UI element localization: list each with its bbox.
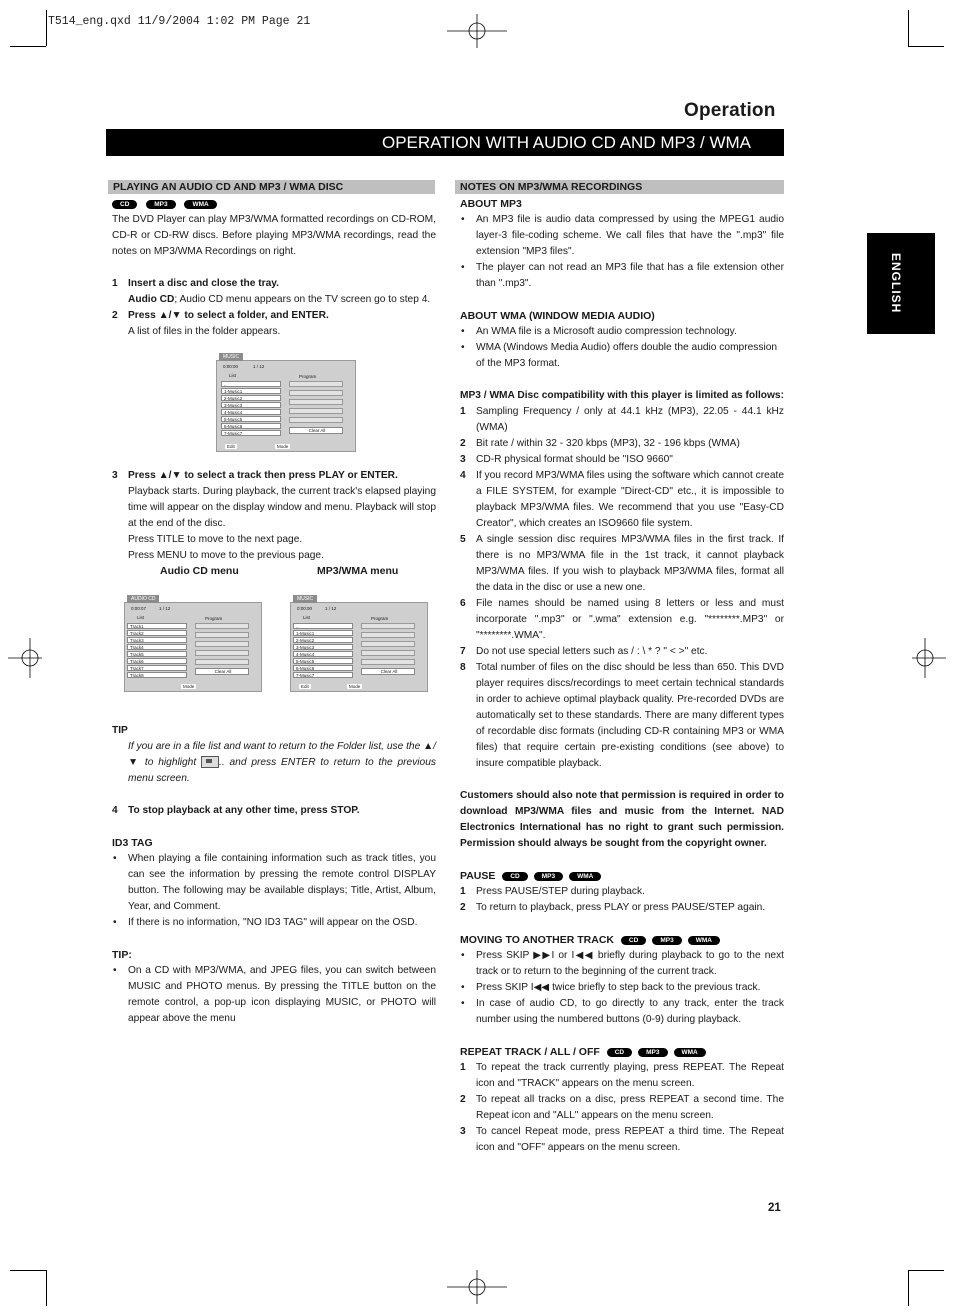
step-title: To stop playback at any other time, press STOP. [128, 805, 360, 816]
item-number: 2 [460, 1094, 466, 1105]
screen-footer-edit: Edit [227, 444, 235, 449]
item-text: A single session disc requires MP3/WMA files in the first track. If there is no MP3/WMA file in the 1st track, it cannot playback MP3/WMA files. If you wish to playback MP3/WMA files, format all the data in the disc or use a new one. [476, 534, 784, 593]
screen-program-row [289, 417, 343, 423]
item-text: Sampling Frequency / only at 44.1 kHz (MP3), 22.05 - 44.1 kHz (WMA) [476, 406, 784, 433]
item-text: To return to playback, press PLAY or press PAUSE/STEP again. [476, 902, 766, 913]
compat-item [460, 468, 784, 532]
screen-program-row [195, 659, 249, 665]
step-title: Insert a disc and close the tray. [128, 278, 279, 289]
about-wma-bullet: • WMA (Windows Media Audio) offers double the audio compression of the MP3 format. [460, 340, 784, 372]
section-title-notes: NOTES ON MP3/WMA RECORDINGS [455, 180, 784, 194]
item-number: 5 [460, 534, 466, 545]
wma-badge: WMA [184, 200, 216, 209]
screen-file-row: 6-Music6 [221, 423, 281, 429]
english-side-tab-label: ENGLISH [889, 253, 903, 314]
cd-badge: CD [621, 936, 646, 945]
screen-program-row [289, 381, 343, 387]
screen-file-row: 3-Music3 [293, 644, 353, 650]
english-side-tab [867, 233, 935, 334]
screen-time: 0:00:07 [131, 606, 147, 611]
screen-track-row: Track2 [127, 630, 187, 636]
pause-title: PAUSE [460, 870, 496, 882]
left-column [112, 198, 436, 340]
step-2 [112, 308, 436, 340]
compat-item [460, 436, 784, 452]
item-number: 1 [460, 886, 466, 897]
wma-badge: WMA [674, 1048, 706, 1057]
pause-item [460, 900, 784, 916]
left-column-step3 [112, 468, 436, 564]
screen-tab-label: AUDIO CD [127, 595, 159, 603]
about-wma-title: ABOUT WMA (WINDOW MEDIA AUDIO) [460, 310, 655, 322]
moving-bullet: • Press SKIP I◀◀ twice briefly to step back to the previous track. [460, 980, 784, 996]
step-title: Press ▲/▼ to select a folder, and ENTER. [128, 310, 329, 321]
mp3-badge: MP3 [638, 1048, 667, 1057]
id3-bullet: • When playing a file containing information such as track titles, you can see the information by pressing the remote control DISPLAY button. The following may be available displays; Title, Artist, Album, Year, and Comment. [112, 851, 436, 915]
crop-mark [10, 46, 46, 47]
screen-program-row [289, 408, 343, 414]
tip-title: TIP [112, 725, 128, 736]
repeat-item [460, 1060, 784, 1092]
compat-item [460, 404, 784, 436]
tip-text: If you are in a file list and want to return to the Folder list, use the ▲/▼ to highlight .. and press ENTER to return to the previous menu screen. [128, 741, 436, 784]
screen-file-row: 2-Music2 [221, 395, 281, 401]
mp3-wma-menu-label: MP3/WMA menu [317, 565, 399, 577]
screen-track-row: Track1 [127, 623, 187, 629]
banner-title [106, 129, 784, 179]
step-3 [112, 468, 436, 564]
step-text [128, 292, 436, 308]
moving-bullet: • Press SKIP ▶▶I or I◀◀ briefly during playback to go to the next track or to return to the beginning of the current track. [460, 948, 784, 980]
screen-list-header: List [229, 373, 237, 378]
screen-program-row [361, 650, 415, 656]
screen-footer-mode: Mode [183, 684, 195, 689]
about-wma-bullet: • An WMA file is a Microsoft audio compression technology. [460, 324, 784, 340]
page-number: 21 [768, 1202, 781, 1214]
item-number: 1 [460, 406, 466, 417]
screen-tab-label: MUSIC [293, 595, 317, 603]
screen-file-row: 3-Music3 [221, 402, 281, 408]
screen-program-header: Program [299, 374, 317, 379]
screen-tab-label: MUSIC [219, 353, 243, 361]
step-1 [112, 276, 436, 308]
compat-item [460, 596, 784, 644]
right-column [460, 196, 784, 1156]
repeat-title: REPEAT TRACK / ALL / OFF [460, 1046, 600, 1058]
step-text: Press TITLE to move to the next page. [128, 534, 303, 545]
screen-file-row: 7-Music7 [221, 430, 281, 436]
screen-track-row: Track3 [127, 637, 187, 643]
audio-cd-menu-label: Audio CD menu [160, 565, 239, 577]
screen-track-row: Track5 [127, 651, 187, 657]
screen-program-header: Program [205, 616, 223, 621]
screen-count: 1 / 12 [253, 364, 265, 369]
screen-list-header: List [137, 615, 145, 620]
screen-folder-row: .. [293, 623, 353, 629]
section-title-playing: PLAYING AN AUDIO CD AND MP3 / WMA DISC [108, 180, 435, 194]
step-text: Playback starts. During playback, the current track's elapsed playing time will appear on the display window and menu. Playback will stop at the end of the disc. [128, 486, 436, 529]
compat-title: MP3 / WMA Disc compatibility with this player is limited as follows: [460, 390, 784, 401]
screen-program-row [195, 641, 249, 647]
mp3-badge: MP3 [146, 200, 175, 209]
mp3-wma-menu-screen [290, 596, 428, 692]
mp3-badge: MP3 [652, 936, 681, 945]
item-text: Do not use special letters such as / : \ * ? " < >" etc. [476, 646, 708, 657]
screen-file-row: 5-Music5 [221, 416, 281, 422]
step-4 [112, 803, 436, 819]
item-text: To repeat the track currently playing, press REPEAT. The Repeat icon and "TRACK" appears on the menu screen. [476, 1062, 784, 1089]
screen-file-row: 5-Music5 [293, 658, 353, 664]
about-mp3-bullet: • The player can not read an MP3 file that has a file extension other than ".mp3". [460, 260, 784, 292]
moving-title: MOVING TO ANOTHER TRACK [460, 934, 614, 946]
registration-mark-icon [8, 638, 42, 678]
screen-file-row: 4-Music4 [221, 409, 281, 415]
screen-time: 0:00:00 [223, 364, 239, 369]
step-text: A list of files in the folder appears. [128, 326, 281, 337]
screen-footer-mode: Mode [349, 684, 361, 689]
screen-folder-row: .. [221, 381, 281, 387]
wma-badge: WMA [688, 936, 720, 945]
item-number: 7 [460, 646, 466, 657]
screen-footer-mode: Mode [277, 444, 289, 449]
compat-item [460, 660, 784, 772]
item-number: 8 [460, 662, 466, 673]
tip-text-b: and press ENTER to return to the previous menu screen. [128, 757, 436, 784]
permission-notice: Customers should also note that permission is required in order to download MP3/WMA files and music from the Internet. NAD Electronics International has no right to grant such permission. Permission should always be sought from the copyright owner. [460, 790, 784, 849]
item-number: 4 [460, 470, 466, 481]
screen-program-row [361, 632, 415, 638]
tip-text-a: If you are in a file list and want to return to the Folder list, use the ▲/▼ to highlight [128, 741, 436, 768]
mp3-badge: MP3 [534, 872, 563, 881]
step-number: 4 [112, 805, 118, 816]
item-number: 3 [460, 454, 466, 465]
screen-count: 1 / 12 [325, 606, 337, 611]
screen-file-row: 2-Music2 [293, 637, 353, 643]
repeat-heading [460, 1044, 784, 1060]
item-text: To repeat all tracks on a disc, press REPEAT a second time. The Repeat icon and "ALL" appears on the menu screen. [476, 1094, 784, 1121]
id3-bullet: • If there is no information, "NO ID3 TAG" will appear on the OSD. [112, 915, 436, 931]
folder-up-icon [201, 756, 219, 768]
screen-program-row [361, 623, 415, 629]
operation-title: Operation [684, 100, 776, 121]
crop-mark [10, 1270, 46, 1271]
step-title: Press ▲/▼ to select a track then press PLAY or ENTER. [128, 470, 398, 481]
cd-badge: CD [502, 872, 527, 881]
audio-cd-menu-screen [124, 596, 262, 692]
tip2-bullet: • On a CD with MP3/WMA, and JPEG files, you can switch between MUSIC and PHOTO menus. By pressing the TITLE button on the remote control, a pop-up icon displaying MUSIC, or PHOTO will appear above the menu [112, 963, 436, 1027]
item-number: 2 [460, 902, 466, 913]
item-text: File names should be named using 8 letters or less and must incorporate ".mp3" or ".wma" extension e.g. "********.MP3" or "********.WMA". [476, 598, 784, 641]
screen-track-row: Track4 [127, 644, 187, 650]
screen-program-row [289, 390, 343, 396]
screen-file-row: 1-Music1 [221, 388, 281, 394]
registration-mark-icon [912, 638, 946, 678]
step-text: Press MENU to move to the previous page. [128, 550, 324, 561]
screen-program-row [195, 623, 249, 629]
screen-clear-all: Clear All [361, 668, 415, 675]
item-number: 6 [460, 598, 466, 609]
screen-program-row [361, 641, 415, 647]
screen-clear-all: Clear All [195, 668, 249, 675]
compat-item [460, 644, 784, 660]
step-number: 1 [112, 278, 118, 289]
banner-title-text: OPERATION WITH AUDIO CD AND MP3 / WMA DISC [382, 133, 751, 179]
item-text: To cancel Repeat mode, press REPEAT a third time. The Repeat icon and "OFF" appears on the menu screen. [476, 1126, 784, 1153]
crop-mark [908, 10, 909, 46]
screen-file-row: 1-Music1 [293, 630, 353, 636]
crop-mark [46, 1270, 47, 1306]
screen-program-row [289, 399, 343, 405]
step-number: 2 [112, 310, 118, 321]
repeat-item [460, 1092, 784, 1124]
item-number: 1 [460, 1062, 466, 1073]
left-column-lower [112, 723, 436, 1027]
about-mp3-title: ABOUT MP3 [460, 198, 522, 210]
screen-program-row [195, 650, 249, 656]
moving-heading [460, 932, 784, 948]
repeat-item [460, 1124, 784, 1156]
step-number: 3 [112, 470, 118, 481]
screen-time: 0:00:00 [297, 606, 313, 611]
crop-mark [908, 1270, 909, 1306]
audio-cd-bold: Audio CD [128, 294, 175, 305]
screen-list-header: List [303, 615, 311, 620]
compat-item [460, 532, 784, 596]
crop-mark [46, 10, 47, 46]
registration-mark-icon [447, 1270, 507, 1304]
wma-badge: WMA [569, 872, 601, 881]
about-mp3-bullet: • An MP3 file is audio data compressed by using the MPEG1 audio layer-3 file-coding scheme. We call files that have the ".mp3" file extension "MP3 files". [460, 212, 784, 260]
screen-clear-all: Clear All [289, 427, 343, 434]
screen-program-row [195, 632, 249, 638]
screen-track-row: Track6 [127, 658, 187, 664]
item-text: Press PAUSE/STEP during playback. [476, 886, 645, 897]
moving-bullet: • In case of audio CD, to go directly to any track, enter the track number using the numbered buttons (0-9) during playback. [460, 996, 784, 1028]
item-number: 3 [460, 1126, 466, 1137]
tip2-title: TIP: [112, 949, 132, 961]
item-text: If you record MP3/WMA files using the software which cannot create a FILE SYSTEM, for example "Direct-CD" etc., it is impossible to playback MP3/WMA files. We recommend that you use "Easy-CD Creator", which creates an ISO9660 file system. [476, 470, 784, 529]
intro-text: The DVD Player can play MP3/WMA formatted recordings on CD-ROM, CD-R or CD-RW discs. Before playing MP3/WMA recordings, read the notes on MP3/WMA Recordings on right. [112, 214, 436, 257]
file-header: T514_eng.qxd 11/9/2004 1:02 PM Page 21 [48, 15, 311, 28]
screen-track-row: Track8 [127, 672, 187, 678]
screen-program-header: Program [371, 616, 389, 621]
registration-mark-icon [447, 14, 507, 48]
item-number: 2 [460, 438, 466, 449]
screen-file-row: 4-Music4 [293, 651, 353, 657]
cd-badge: CD [607, 1048, 632, 1057]
screen-program-row [361, 659, 415, 665]
cd-badge: CD [112, 200, 137, 209]
item-text: CD-R physical format should be "ISO 9660" [476, 454, 673, 465]
screen-count: 1 / 12 [159, 606, 171, 611]
screen-footer-edit: Edit [301, 684, 309, 689]
id3-tag-title: ID3 TAG [112, 837, 153, 849]
item-text: Bit rate / within 32 - 320 kbps (MP3), 32 - 196 kbps (WMA) [476, 438, 740, 449]
crop-mark [908, 46, 944, 47]
item-text: Total number of files on the disc should be less than 650. This DVD player requires discs/recordings to meet certain technical standards in order to achieve optimal playback quality. Pre-recorded DVDs are automatically set to these standards. There are many different types of recordable disc formats (including CD-R containing MP3 or WMA files) that require certain pre-existing conditions (see above) to insure compatible playback. [476, 662, 784, 769]
pause-item [460, 884, 784, 900]
screen-file-row: 7-Music7 [293, 672, 353, 678]
pause-heading [460, 868, 784, 884]
screen-file-row: 6-Music6 [293, 665, 353, 671]
step-text-rest: ; Audio CD menu appears on the TV screen go to step 4. [174, 294, 431, 305]
format-badges [112, 198, 436, 211]
screen-track-row: Track7 [127, 665, 187, 671]
mp3-menu-screen [216, 354, 356, 452]
crop-mark [908, 1270, 944, 1271]
compat-item [460, 452, 784, 468]
